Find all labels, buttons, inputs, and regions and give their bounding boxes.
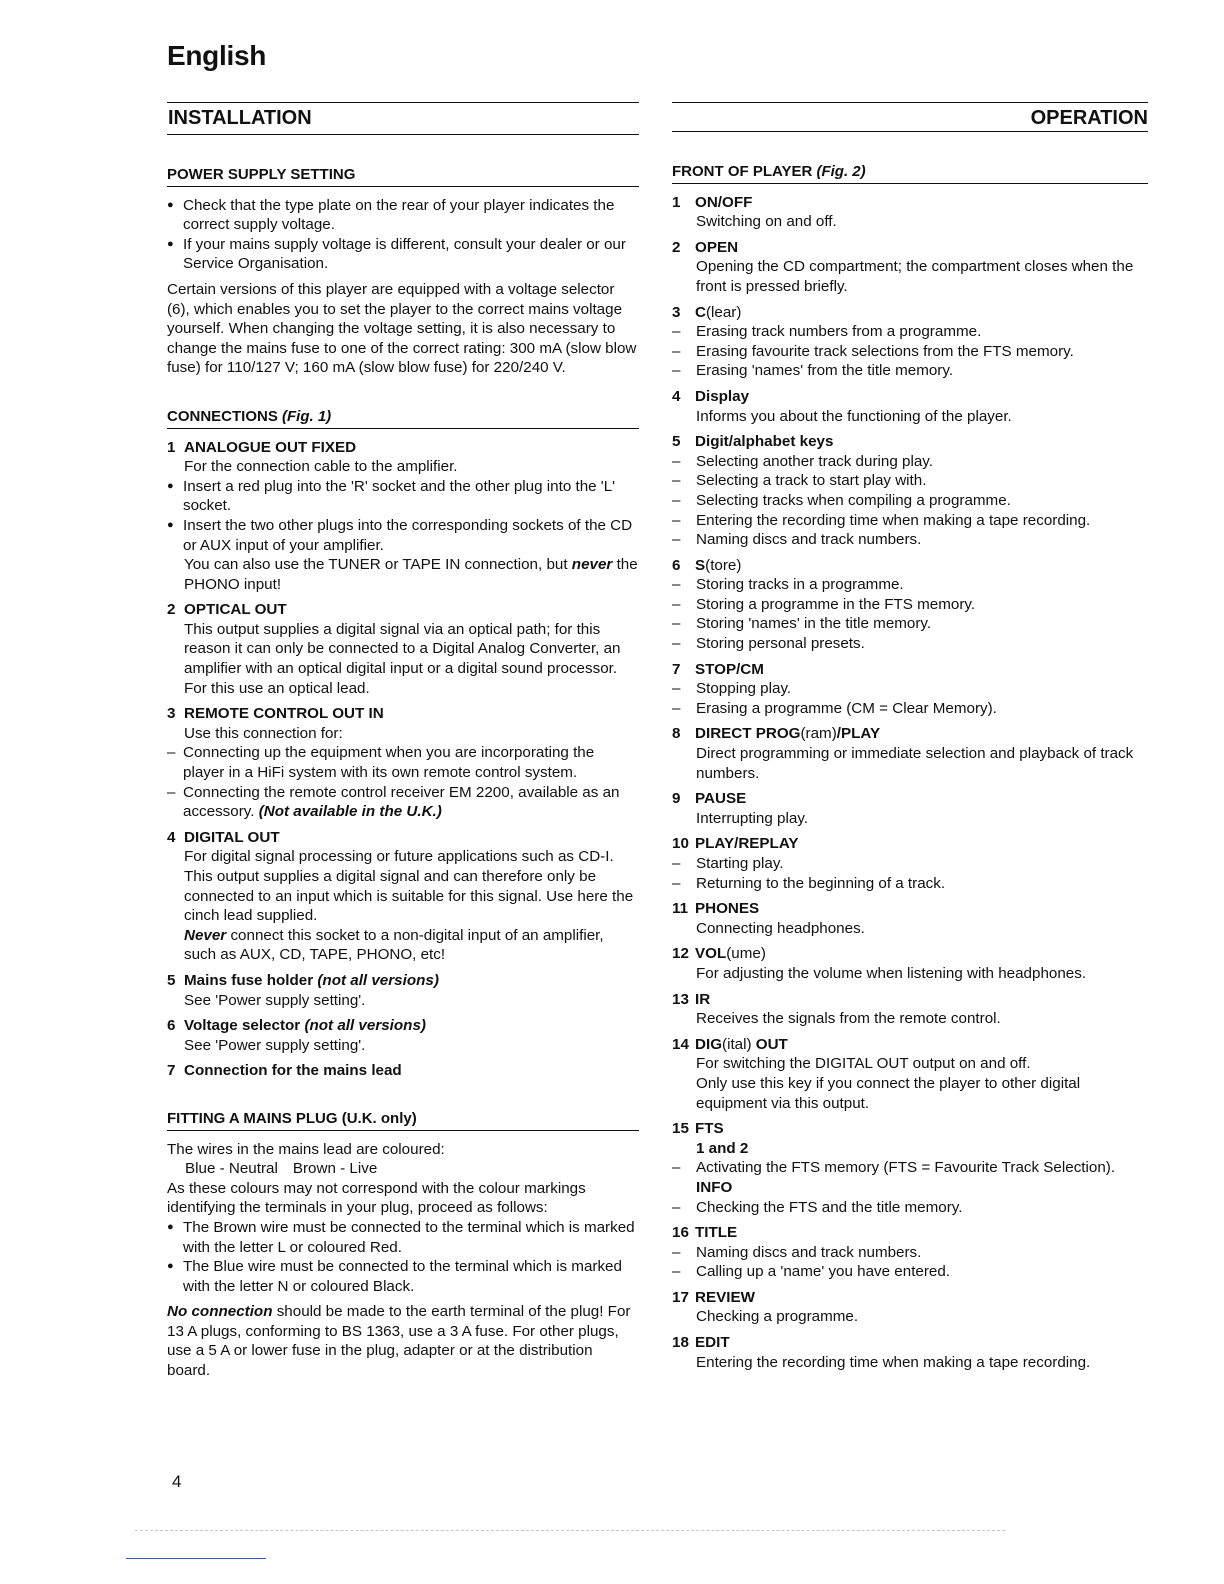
control-item-3: 3 C(lear) – Erasing track numbers from a programme. – Erasing favourite track selections from the FTS memory. – Erasing 'names' from the title memory. — [672, 303, 1148, 381]
operation-column — [672, 102, 1148, 1378]
list-item: – Storing 'names' in the title memory. — [672, 614, 1148, 634]
list-item: – Erasing 'names' from the title memory. — [672, 361, 1148, 381]
scan-artifact-divider — [135, 1530, 1005, 1531]
control-item-17: 17 REVIEW Checking a programme. — [672, 1288, 859, 1326]
control-item-10: 10 PLAY/REPLAY – Starting play. – Returning to the beginning of a track. — [672, 834, 1148, 893]
connection-item-5: 5 Mains fuse holder (not all versions) See 'Power supply setting'. — [167, 971, 439, 1009]
list-item: – Selecting another track during play. — [672, 452, 1148, 472]
control-item-18: 18 EDIT Entering the recording time when making a tape recording. — [672, 1334, 1091, 1371]
control-item-11: 11 PHONES Connecting headphones. — [672, 900, 865, 937]
page-number: 4 — [172, 1472, 182, 1491]
list-item: – Erasing a programme (CM = Clear Memory). — [672, 699, 1148, 719]
mains-plug-intro: The wires in the mains lead are coloured: — [167, 1140, 445, 1158]
control-item-14: 14 DIG(ital) OUT For switching the DIGITAL OUT output on and off. Only use this key if you connect the player to other digital equipment via this output. — [672, 1035, 1081, 1112]
control-item-15: 15 FTS 1 and 2 – Activating the FTS memory (FTS = Favourite Track Selection). INFO – Checking the FTS and the title memory. — [672, 1119, 1148, 1217]
control-item-8: 8 DIRECT PROG(ram)/PLAY Direct programming or immediate selection and playback of track numbers. — [672, 725, 1134, 782]
list-item: – Erasing favourite track selections from the FTS memory. — [672, 342, 1148, 362]
control-item-16: 16 TITLE – Naming discs and track numbers. – Calling up a 'name' you have entered. — [672, 1223, 1148, 1282]
control-item-5: 5 Digit/alphabet keys – Selecting another track during play. – Selecting a track to start play with. – Selecting tracks when compiling a programme. – Entering the recording time when making a tape recording. – Naming discs and track numbers. — [672, 432, 1148, 550]
list-item: – Storing personal presets. — [672, 634, 1148, 654]
list-item: ● Check that the type plate on the rear of your player indicates the correct supply voltage. — [167, 196, 639, 235]
power-supply-bullets — [167, 196, 639, 274]
wire-colours: Blue - Neutral Brown - Live — [185, 1160, 378, 1178]
control-item-6: 6 S(tore) – Storing tracks in a programme. – Storing a programme in the FTS memory. – Storing 'names' in the title memory. – Storing personal presets. — [672, 556, 1148, 654]
list-item: – Connecting the remote control receiver EM 2200, available as an accessory. (Not available in the U.K.) — [167, 783, 639, 822]
list-item: ● Insert the two other plugs into the corresponding sockets of the CD or AUX input of your amplifier. — [167, 516, 639, 555]
control-item-4: 4 Display Informs you about the functioning of the player. — [672, 387, 1012, 425]
control-item-2: 2 OPEN Opening the CD compartment; the compartment closes when the front is pressed briefly. — [672, 238, 1134, 295]
list-item: – Storing tracks in a programme. — [672, 575, 1148, 595]
connection-item-7: 7 Connection for the mains lead — [167, 1062, 402, 1080]
list-item: – Connecting up the equipment when you are incorporating the player in a HiFi system with its own remote control system. — [167, 743, 639, 782]
control-item-13: 13 IR Receives the signals from the remote control. — [672, 990, 1001, 1028]
list-item: – Returning to the beginning of a track. — [672, 874, 1148, 894]
control-item-12: 12 VOL(ume) For adjusting the volume when listening with headphones. — [672, 945, 1087, 982]
power-supply-heading: POWER SUPPLY SETTING — [167, 165, 639, 187]
list-item: – Storing a programme in the FTS memory. — [672, 595, 1148, 615]
control-item-9: 9 PAUSE Interrupting play. — [672, 790, 808, 827]
list-item: – Checking the FTS and the title memory. — [672, 1198, 1148, 1218]
control-item-7: 7 STOP/CM – Stopping play. – Erasing a programme (CM = Clear Memory). — [672, 660, 1148, 719]
front-of-player-heading: FRONT OF PLAYER (Fig. 2) — [672, 162, 1148, 184]
installation-header: INSTALLATION — [167, 102, 639, 135]
page-language-title: English — [167, 40, 267, 71]
list-item: ● If your mains supply voltage is different, consult your dealer or our Service Organisation. — [167, 235, 639, 274]
connection-item-6: 6 Voltage selector (not all versions) See 'Power supply setting'. — [167, 1017, 426, 1054]
list-item: – Starting play. — [672, 854, 1148, 874]
list-item: – Naming discs and track numbers. — [672, 530, 1148, 550]
list-item: – Selecting tracks when compiling a programme. — [672, 491, 1148, 511]
list-item: – Erasing track numbers from a programme. — [672, 322, 1148, 342]
earth-warning: No connection should be made to the earth terminal of the plug! For 13 A plugs, conforming to BS 1363, use a 3 A fuse. For other plugs, use a 5 A or lower fuse in the plug, adapter or at the distribution board. — [167, 1303, 631, 1380]
list-item: – Calling up a 'name' you have entered. — [672, 1262, 1148, 1282]
power-supply-paragraph: Certain versions of this player are equipped with a voltage selector (6), which enables you to set the player to the correct mains voltage yourself. When changing the voltage setting, it is also necessary to change the mains fuse to one of the correct rating: 300 mA (slow blow fuse) for 110/127 V; 160 mA (slow blow fuse) for 220/240 V. — [167, 280, 637, 377]
control-item-1: 1 ON/OFF Switching on and off. — [672, 193, 837, 231]
list-item: – Stopping play. — [672, 679, 1148, 699]
installation-column — [167, 102, 639, 1388]
list-item: – Activating the FTS memory (FTS = Favourite Track Selection). — [672, 1158, 1148, 1178]
mains-plug-paragraph: As these colours may not correspond with the colour markings identifying the terminals in your plug, proceed as follows: — [167, 1179, 586, 1217]
connection-item-1: 1 ANALOGUE OUT FIXED For the connection cable to the amplifier. ● Insert a red plug into the 'R' socket and the other plug into the 'L' socket. ● Insert the two other plugs into the corresponding sockets of the CD or AUX input of your amplifier. You can also use the TUNER or TAPE IN connection, but never the PHONO input! — [167, 438, 639, 595]
list-item: ● The Blue wire must be connected to the terminal which is marked with the letter N or coloured Black. — [167, 1257, 639, 1296]
operation-header: OPERATION — [672, 102, 1148, 132]
mains-plug-heading: FITTING A MAINS PLUG (U.K. only) — [167, 1109, 639, 1131]
connection-item-3: 3 REMOTE CONTROL OUT IN Use this connection for: – Connecting up the equipment when you are incorporating the player in a HiFi system with its own remote control system. – Connecting the remote control receiver EM 2200, available as an accessory. (Not available in the U.K.) — [167, 704, 639, 822]
connection-item-4: 4 DIGITAL OUT For digital signal processing or future applications such as CD-I. This output supplies a digital signal and can therefore only be connected to an input which is suitable for this signal. Use here the cinch lead supplied. Never connect this socket to a non-digital input of an amplifier, such as AUX, CD, TAPE, PHONO, etc! — [167, 828, 634, 964]
list-item: – Entering the recording time when making a tape recording. — [672, 511, 1148, 531]
scan-artifact-line — [126, 1558, 266, 1559]
list-item: – Selecting a track to start play with. — [672, 471, 1148, 491]
connections-heading: CONNECTIONS (Fig. 1) — [167, 407, 639, 429]
list-item: ● Insert a red plug into the 'R' socket and the other plug into the 'L' socket. — [167, 477, 639, 516]
list-item: ● The Brown wire must be connected to the terminal which is marked with the letter L or coloured Red. — [167, 1218, 639, 1257]
list-item: – Naming discs and track numbers. — [672, 1243, 1148, 1263]
connection-item-2: 2 OPTICAL OUT This output supplies a digital signal via an optical path; for this reason it can only be connected to a Digital Analog Converter, an amplifier with an optical digital input or a digital sound processor. For this use an optical lead. — [167, 601, 621, 697]
